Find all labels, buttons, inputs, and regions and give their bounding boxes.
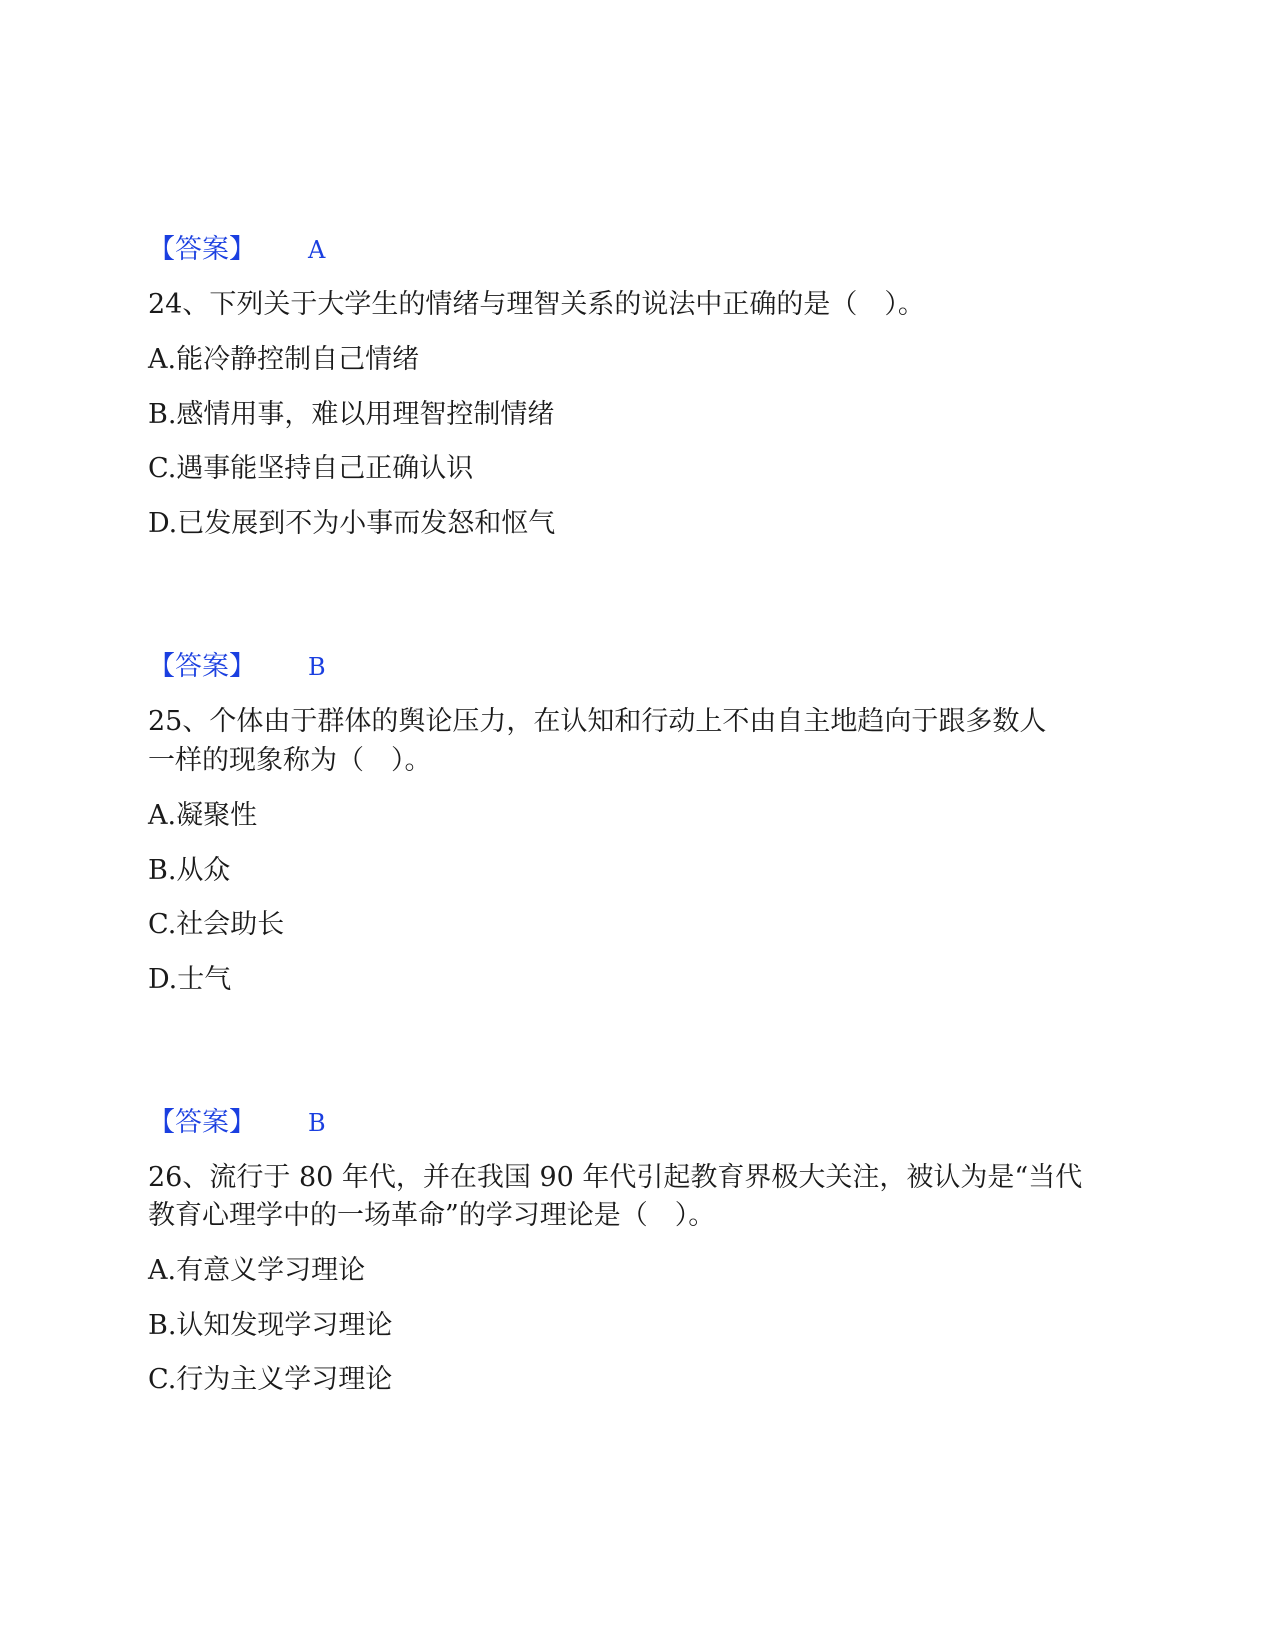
question-25-text-line-2: 一样的现象称为（ ）。 <box>148 745 432 776</box>
answer-value: B <box>308 1109 326 1137</box>
question-25-text-line-1: 25、个体由于群体的舆论压力，在认知和行动上不由自主地趋向于跟多数人 <box>148 706 1047 737</box>
question-25-option-c: C.社会助长 <box>148 909 285 940</box>
question-24-option-b: B.感情用事，难以用理智控制情绪 <box>148 399 555 430</box>
question-26-option-c: C.行为主义学习理论 <box>148 1364 393 1395</box>
question-24-text: 24、下列关于大学生的情绪与理智关系的说法中正确的是（ ）。 <box>148 289 925 320</box>
question-24-option-c: C.遇事能坚持自己正确认识 <box>148 453 474 484</box>
answer-line <box>148 1106 326 1140</box>
answer-line <box>148 233 325 267</box>
question-25-option-a: A.凝聚性 <box>148 800 258 831</box>
question-26-text-line-1: 26、流行于 80 年代，并在我国 90 年代引起教育界极大关注，被认为是“当代 <box>148 1162 1083 1193</box>
question-26-text-line-2: 教育心理学中的一场革命”的学习理论是（ ）。 <box>148 1200 716 1231</box>
answer-value: B <box>308 653 326 681</box>
question-26-option-b: B.认知发现学习理论 <box>148 1310 393 1341</box>
question-25-option-b: B.从众 <box>148 855 231 886</box>
answer-line <box>148 650 326 684</box>
answer-label: 【答案】 <box>148 234 256 265</box>
question-24-option-d: D.已发展到不为小事而发怒和怄气 <box>148 508 556 539</box>
answer-label: 【答案】 <box>148 651 256 682</box>
question-25-option-d: D.士气 <box>148 964 232 995</box>
question-26-option-a: A.有意义学习理论 <box>148 1255 366 1286</box>
answer-value: A <box>308 236 326 264</box>
answer-label: 【答案】 <box>148 1107 256 1138</box>
question-24-option-a: A.能冷静控制自己情绪 <box>148 344 420 375</box>
